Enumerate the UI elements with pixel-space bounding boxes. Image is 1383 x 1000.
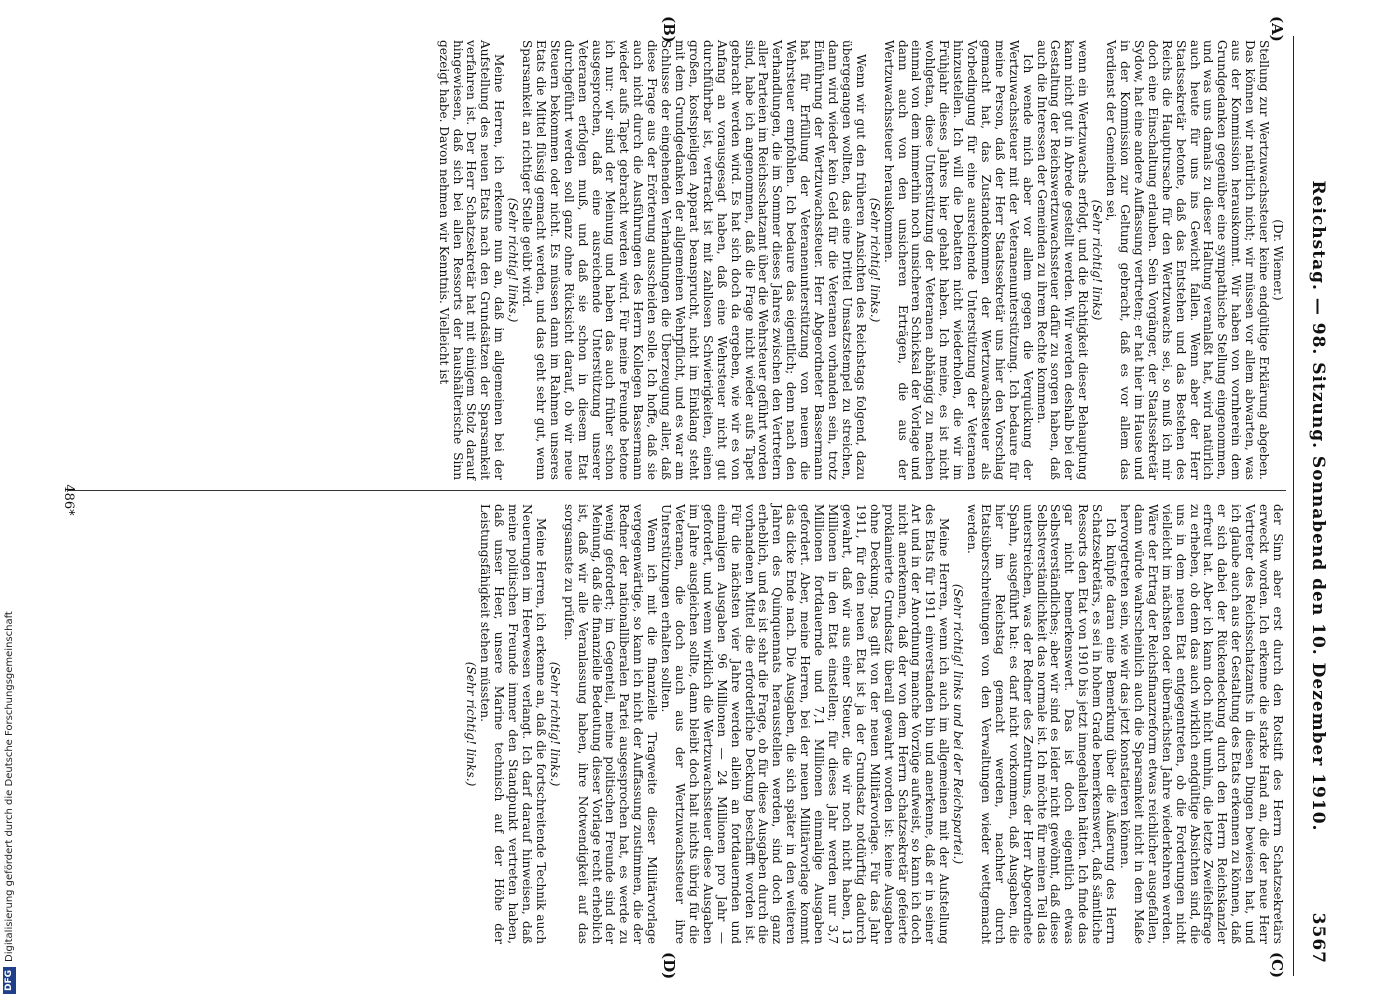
interjection: (Sehr richtig! links.) xyxy=(464,661,479,787)
paragraph: der Sinn aber erst durch den Rotstift des Herrn Schatzsekretärs erweckt worden. Ich erkenne die starke Hand an, die der neue Herr Vertreter des Reichsschatzamts in diesen Dingen bewiesen hat, und ich glaube auch aus der Gestaltung des Etats erkennen zu können, daß er sich dabei der Rückendeckung durch den Herrn Reichskanzler erfreut hat. Aber ich kann doch nicht umhin, die letzte Zweifelsfrage zu erheben, ob denn das auch wirklich endgültige Absichten sind, die uns in dem neuen Etat entgegentreten, ob die Forderungen nicht vielleicht im nächsten oder übernächsten Jahre wiederkehren werden. Wäre der Ertrag der Reichsfinanzreform etwas reichlicher ausgefallen, dann würde wahrscheinlich auch die Sparsamkeit nicht in dem Maße hervorgetreten sein, wie wir das jetzt konstatieren können. xyxy=(1118,504,1285,944)
margin-mark-b: (B) xyxy=(660,16,678,43)
paragraph: wenn ein Wertzuwachs erfolgt, und die Richtigkeit dieser Behauptung kann nicht gut in Abrede gestellt werden. Wir werden deshalb bei der Gestaltung der Reichswertzuwachssteuer dafür zu sorgen haben, daß auch die Interessen der Gemeinden zu ihrem Rechte kommen. xyxy=(1034,40,1091,480)
paragraph: Meine Herren, wenn ich auch im allgemeinen mit der Aufstellung des Etats für 1911 einverstanden bin und anerkenne, daß er in seiner Art und in der Anordnung manche Vorzüge aufweist, so kann ich doch nicht anerkennen, daß der von dem Herrn Schatzsekretär gefeierte proklamierte Grundsatz überall gewahrt worden ist: keine Ausgaben ohne Deckung. Das gilt von der neuen Militärvorlage. Für das Jahr 1911, für den neuen Etat ist ja der Grundsatz notdürftig dadurch gewahrt, daß wir aus einer Steuer, die wir noch nicht haben, 13 Millionen in den Etat einstellen; für dieses Jahr werden nur 3,7 Millionen fortdauernde und 7,1 Millionen einmalige Ausgaben gefordert. Aber, meine Herren, bei der neuen Militärvorlage kommt das dicke Ende nach. Die Ausgaben, die sich später in den weiteren Jahren des Quinquennats herausstellen werden, sind doch ganz erheblich, und es ist sehr die Frage, ob für diese Ausgaben durch die vorhandenen Mittel die erforderliche Deckung beschafft worden ist. Für die nächsten vier Jahre werden allein an fortdauernden und einmaligen Ausgaben 96 Millionen — 24 Millionen pro Jahr — gefordert, und wenn wirklich die Wertzuwachssteuer diese Ausgaben im Jahre ausgleichen sollte, dann bleibt doch halt nichts übrig für die Veteranen, die doch auch aus der Wertzuwachssteuer ihre Unterstützungen erhalten sollten. xyxy=(659,504,952,944)
paragraph: Meine Herren, ich erkenne nun an, daß im allgemeinen bei der Aufstellung des neuen Etats nach den Grundsätzen der Sparsamkeit verfahren ist. Der Herr Schatzsekretär hat mit einigem Stolz darauf hingewiesen, daß sich bei allen Ressorts der haushälterische Sinn gezeigt habe. Davon nehmen wir Kenntnis. Vielleicht ist xyxy=(436,40,507,480)
dfg-logo-icon: DFG xyxy=(3,967,16,994)
page-header xyxy=(1300,36,1328,976)
text-column-left xyxy=(436,40,1284,480)
interjection: (Sehr richtig! links und bei der Reichspartei.) xyxy=(951,583,966,865)
paragraph: Meine Herren, ich erkenne an, daß die fortschreitende Technik auch Neuerungen im Heerwesen verlangt. Ich darf darauf hinweisen, daß meine politischen Freunde immer den Standpunkt vertreten haben, daß unser Heer, unsere Marine technisch auf der Höhe der Leistungsfähigkeit stehen müssten. xyxy=(478,504,548,944)
paragraph: Ich knüpfe daran eine Bemerkung über die Äußerung des Herrn Schatzsekretärs, es sei in hohem Grade bemerkenswert, daß sämtliche Ressorts den Etat von 1910 bis jetzt innegehalten hätten. Ich finde das gar nicht bemerkenswert. Das ist doch eigentlich etwas Selbstverständliches; aber wir sind es leider nicht gewöhnt, daß diese Selbstverständlichkeit das normale ist. Ich möchte für meinen Teil das unterstreichen, was der Redner des Zentrums, der Herr Abgeordnete Spahn, ausgeführt hat: es darf nicht vorkommen, daß Ausgaben, die hier im Reichstag gemacht werden, nachher durch Etatsüberschreitungen von den Verwaltungen wieder wettgemacht werden. xyxy=(965,504,1119,944)
attribution-strip xyxy=(2,4,18,994)
interjection: (Sehr richtig! links.) xyxy=(506,197,521,323)
text-column-right xyxy=(464,504,1284,944)
interjection: (Sehr richtig! links.) xyxy=(547,661,562,787)
paragraph: Wenn wir gut den früheren Ansichten des Reichstags folgend, dazu übergegangen wollten, das eine Drittel Umsatzstempel zu streichen, dann wird wieder kein Geld für die Veteranen vorhanden sein, trotz Einführung der Wertzuwachssteuer. Herr Abgeordneter Bassermann hat für Erfüllung der Veteranenunterstützung von neuem die Wehrsteuer empfohlen. Ich bedaure das eigentlich; denn nach den Verhandlungen, die im Sommer dieses Jahres zwischen den Vertretern aller Parteien im Reichsschatzamt über die Wehrsteuer geführt worden sind, habe ich angenommen, daß die Frage nicht wieder aufs Tapet gebracht werden wird. Es hat sich doch da ergeben, wie wir es von Anfang an vorausgesagt haben, daß eine Wehrsteuer nicht gut durchführbar ist, vertrackt ist mit zahllosen Schwierigkeiten, einen großen, kostspieligen Apparat beansprucht, nicht im Einklang steht mit dem Grundgedanken der allgemeinen Wehrpflicht, und es war am Schlusse der eingehenden Verhandlungen die Überzeugung aller, daß diese Frage aus der Erörterung ausscheiden solle. Ich hoffe, daß sie auch nicht durch die Ausführungen des Herrn Kollegen Bassermann wieder aufs Tapet gebracht werden wird. Für meine Freunde betone ich nur: wir sind der Meinung und haben das auch früher schon ausgesprochen, daß eine ausreichende Unterstützung unserer Veteranen erfolgen muß, und daß sie schon in diesem Etat durchgeführt werden soll ganz ohne Rücksicht darauf, ob wir neue Steuern bekommen oder nicht. Es müssen dann im Rahmen unseres Etats die Mittel flüssig gemacht werden, und das geht sehr gut, wenn Sparsamkeit an richtiger Stelle geübt wird. xyxy=(520,40,868,480)
speaker-label: (Dr. Wiemer.) xyxy=(1271,219,1285,301)
interjection: (Sehr richtig! links) xyxy=(1090,199,1105,321)
margin-mark-a: (A) xyxy=(1268,16,1286,42)
paragraph: Ich wende mich aber vor allem gegen die Verquickung der Wertzuwachssteuer mit der Veteranenunterstützung. Ich bedaure für meine Person, daß der Herr Staatssekretär uns hier den Vorschlag gemacht hat, das Zustandekommen der Wertzuwachssteuer als Vorbedingung für eine ausreichende Unterstützung der Veteranen hinzustellen. Ich will die Debatten nicht wiederholen, die wir im Frühjahr dieses Jahres hier gehabt haben. Ich meine, es ist nicht wohlgetan, diese Unterstützung der Veteranen abhängig zu machen einmal von dem immerhin noch unsicheren Schicksal der Vorlage und dann auch von den unsicheren Erträgen, die aus der Wertzuwachssteuer herauskommen. xyxy=(881,40,1035,480)
header-title: Reichstag. — 98. Sitzung. Sonnabend den 10. Dezember 1910. xyxy=(1308,180,1328,832)
attribution-text: Digitalisierung gefördert durch die Deutsche Forschungsgemeinschaft xyxy=(4,611,15,962)
header-rule xyxy=(1293,36,1294,976)
margin-mark-c: (C) xyxy=(1268,952,1286,979)
paragraph: Stellung zur Wertzuwachssteuer keine endgültige Erklärung abgeben. Das können wir natürlich nicht; wir müssen vor allem abwarten, was aus der Kommission herauskommt. Wir haben von vornherein dem Grundgedanken gegenüber eine sympathische Stellung eingenommen, und was uns damals zu dieser Haltung veranlaßt hat, wird natürlich auch heute für uns ins Gewicht fallen. Wenn aber der Herr Staatssekretär betonte, daß das Entstehen und das Bestehen des Reichs die Hauptursache für den Wertzuwachs sei, so muß ich mir doch eine Einschaltung erlauben. Sein Vorgänger, der Staatssekretär Sydow, hat eine andere Auffassung vertreten; er hat hier im Hause und in der Kommission zur Geltung gebracht, daß es vor allem das Verdienst der Gemeinden sei, xyxy=(1104,40,1272,480)
interjection: (Sehr richtig! links.) xyxy=(867,197,882,323)
paragraph: Wenn ich mit die finanzielle Tragweite dieser Militärvorlage vergegenwärtige, so kann ich nicht der Auffassung zustimmen, die der Redner der nationalliberalen Partei ausgesprochen hat, es werde zu wenig gefordert; im Gegenteil, meine politischen Freunde sind der Meinung, daß die finanzielle Bedeutung dieser Vorlage recht erheblich ist, daß wir alle Veranlassung haben, ihre Notwendigkeit auf das sorgsamste zu prüfen. xyxy=(561,504,660,944)
column-divider xyxy=(68,490,1286,491)
margin-mark-d: (D) xyxy=(660,952,678,980)
footer-signature: 486* xyxy=(61,484,76,516)
document-page xyxy=(48,12,1338,988)
page-number: 3567 xyxy=(1308,912,1328,964)
